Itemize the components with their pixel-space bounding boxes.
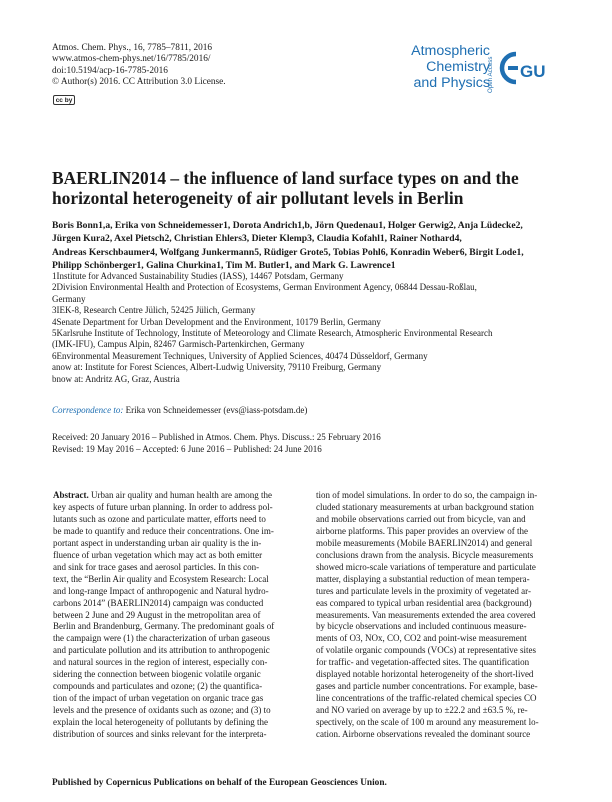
affiliation-line: 6Environmental Measurement Techniques, University of Applied Sciences, 40474 Düsseldorf, Germany	[52, 350, 428, 361]
abstract-line: Abstract. Urban air quality and human health are among the	[53, 490, 272, 500]
abstract-line: tion of model simulations. In order to do so, the campaign in-	[316, 490, 538, 500]
dates-line: Received: 20 January 2016 – Published in Atmos. Chem. Phys. Discuss.: 25 February 2016	[52, 432, 381, 442]
abstract-line: compounds and particulates and ozone; (2) the quantifica-	[53, 681, 263, 692]
citation-block	[52, 43, 312, 89]
citation-line: Atmos. Chem. Phys., 16, 7785–7811, 2016	[52, 43, 213, 53]
abstract-line: levels and the presence of oxidants such as ozone; and (3) to	[53, 705, 271, 716]
affiliation-line: 3IEK-8, Research Centre Jülich, 52425 Jülich, Germany	[52, 305, 256, 316]
abstract-line: fluence of urban vegetation which may act as both emitter	[53, 549, 263, 560]
abstract-line: cation. Airborne observations revealed the dominant source	[316, 729, 531, 740]
author-line: Jürgen Kura2, Axel Pietsch2, Christian Ehlers3, Dieter Klemp3, Claudia Kofahl1, Rainer Nothard4,	[52, 233, 462, 245]
correspondence	[52, 405, 307, 415]
abstract-line: measurements. Van measurements extended the area covered	[316, 609, 536, 620]
affiliation-line: Germany	[52, 293, 86, 304]
journal-name-line: Chemistry	[426, 59, 490, 75]
abstract-line: and NO varied on average by up to ±22.2 and ±63.5 %, re-	[316, 705, 528, 716]
abstract-line: of volatile organic compounds (VOCs) at representative sites	[316, 645, 537, 656]
correspondence-email[interactable]: Erika von Schneidemesser (evs@iass-potsdam.de)	[125, 405, 308, 415]
open-access-label: Open Access	[487, 56, 494, 93]
journal-name-line: Atmospheric	[411, 43, 490, 59]
abstract-line: ments of O3, NOx, CO, CO2 and point-wise measurement	[316, 633, 527, 644]
abstract-line: for traffic- and vegetation-affected sites. The quantification	[316, 657, 530, 668]
abstract-line: between 2 June and 29 August in the metropolitan area of	[53, 609, 261, 620]
abstract-column-left	[53, 490, 295, 741]
abstract-line: mobile measurements (Mobile BAERLIN2014) and general	[316, 537, 533, 548]
publisher-footer: Published by Copernicus Publications on behalf of the European Geosciences Union.	[52, 778, 387, 788]
abstract-heading: Abstract.	[53, 490, 89, 500]
abstract-line: text, the “Berlin Air quality and Ecosystem Research: Local	[53, 573, 269, 584]
abstract-line: conclusions drawn from the analysis. Bicycle measurements	[316, 549, 534, 560]
abstract-line: tures and particulate levels in the proximity of vegetated ar-	[316, 585, 531, 596]
abstract-line: key aspects of future urban planning. In order to address pol-	[53, 501, 273, 512]
abstract-line: spectively, on the scale of 100 m around any measurement lo-	[316, 717, 539, 728]
affiliation-line: 2Division Environmental Health and Protection of Ecosystems, German Environment Agency, 06844 Dessau-Roßlau,	[52, 282, 477, 293]
abstract-line: and sink for trace gases and aerosol particles. In this con-	[53, 561, 260, 572]
author-line: Andreas Kerschbaumer4, Wolfgang Junkermann5, Rüdiger Grote5, Tobias Pohl6, Konradin Weber6, Birgit Lode1,	[52, 246, 524, 258]
title-line: BAERLIN2014 – the influence of land surface types on and the	[52, 168, 519, 188]
abstract-line: lutants such as ozone and particulate matter, efforts need to	[53, 513, 266, 524]
abstract-line: portant aspect in understanding urban air quality is the in-	[53, 537, 262, 548]
abstract-line: gases and particle number concentrations. For example, base-	[316, 681, 538, 692]
abstract-line: the campaign were (1) the characterization of urban gaseous	[53, 633, 270, 644]
journal-logo	[380, 43, 490, 91]
url-link[interactable]: www.atmos-chem-phys.net/16/7785/2016/	[52, 54, 211, 65]
abstract-line: be made to quantify and reduce their concentrations. One im-	[53, 525, 274, 536]
dates-line: Revised: 19 May 2016 – Accepted: 6 June 2016 – Published: 24 June 2016	[52, 444, 322, 454]
author-line: Philipp Schönberger1, Galina Churkina1, Tim M. Butler1, and Mark G. Lawrence1	[52, 259, 396, 271]
abstract-line: airborne platforms. This paper provides an overview of the	[316, 525, 529, 536]
affiliation-line: bnow at: Andritz AG, Graz, Austria	[52, 373, 180, 384]
affiliation-line: 5Karlsruhe Institute of Technology, Institute of Meteorology and Climate Research, Atmospheric Environmental Research	[52, 328, 493, 339]
affiliation-line: (IMK-IFU), Campus Alpin, 82467 Garmisch-Partenkirchen, Germany	[52, 339, 305, 350]
affiliation-line: 4Senate Department for Urban Development and the Environment, 10179 Berlin, Germany	[52, 316, 381, 327]
abstract-line: matter, displaying a substantial reduction of mean tempera-	[316, 573, 530, 584]
title-line: horizontal heterogeneity of air pollutant levels in Berlin	[52, 188, 464, 208]
correspondence-label: Correspondence to:	[52, 405, 124, 415]
abstract-line: and particulate pollution and its attribution to anthropogenic	[53, 645, 270, 656]
affiliation-list	[52, 271, 567, 385]
abstract-line: and natural sources in the region of interest, especially con-	[53, 657, 268, 668]
journal-name-line: and Physics	[413, 75, 490, 91]
affiliation-line: 1Institute for Advanced Sustainability Studies (IASS), 14467 Potsdam, Germany	[52, 271, 344, 281]
abstract-line: by bicycle observations and included continuous measure-	[316, 621, 527, 632]
abstract-line: eas compared to typical urban residential area (background)	[316, 597, 532, 608]
abstract-line: explain the local heterogeneity of pollutants by defining the	[53, 717, 268, 728]
abstract-line: cluded stationary measurements at urban background station	[316, 501, 534, 512]
abstract-line: displayed notable horizontal heterogeneity of the short-lived	[316, 669, 534, 680]
abstract-line: line concentrations of the traffic-related chemical species CO	[316, 693, 537, 704]
doi-link[interactable]: doi:10.5194/acp-16-7785-2016	[52, 65, 168, 76]
cc-license-icon: cc by	[53, 95, 75, 105]
abstract-line: carbons 2014” (BAERLIN2014) campaign was conducted	[53, 597, 264, 608]
abstract-column-right	[316, 490, 558, 741]
paper-title	[52, 168, 562, 208]
abstract-line: sidering the connection between biogenic volatile organic	[53, 669, 261, 680]
publication-dates	[52, 431, 381, 455]
affiliation-line: anow at: Institute for Forest Sciences, Albert-Ludwig University, 79110 Freiburg, Germany	[52, 362, 382, 373]
abstract-line: tion of the impact of urban vegetation on organic trace gas	[53, 693, 264, 704]
license-line: © Author(s) 2016. CC Attribution 3.0 License.	[52, 77, 226, 88]
abstract-line: and long-range Impact of anthropogenic and Natural hydro-	[53, 585, 269, 596]
abstract-line: and mobile observations carried out from bicycle, van and	[316, 513, 526, 524]
author-line: Boris Bonn1,a, Erika von Schneidemesser1, Dorota Andrich1,b, Jörn Quedenau1, Holger Gerwig2, Anja Lüdecke2,	[52, 220, 523, 231]
abstract-line: distribution of sources and sinks relevant for the interpreta-	[53, 729, 267, 740]
svg-text:GU: GU	[520, 62, 546, 81]
author-list	[52, 219, 562, 272]
abstract-line: Berlin and Brandenburg, Germany. The predominant goals of	[53, 621, 275, 632]
egu-logo-icon	[498, 50, 558, 86]
abstract-line: showed micro-scale variations of temperature and particulate	[316, 561, 536, 572]
